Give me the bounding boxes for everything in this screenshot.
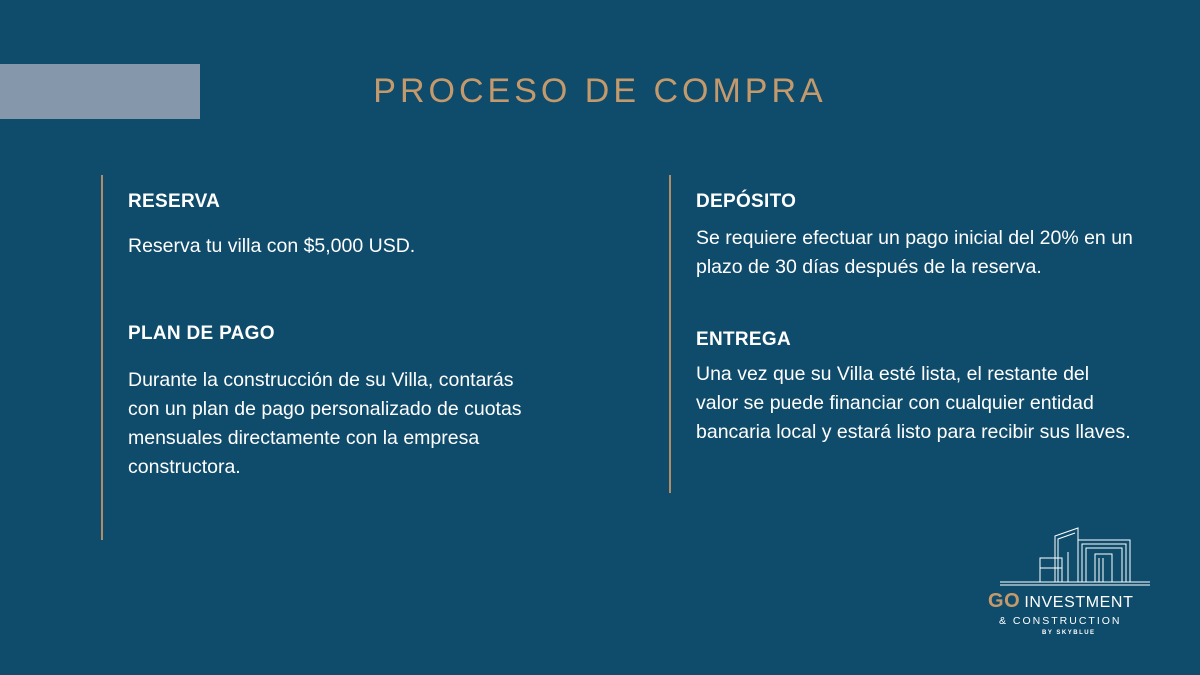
right-column-divider (669, 175, 671, 493)
deposito-text: Se requiere efectuar un pago inicial del 20% en un plazo de 30 días después de la reserva. (696, 227, 1133, 278)
entrega-heading: ENTREGA (696, 329, 791, 350)
building-outline-icon (1000, 522, 1150, 590)
company-logo (980, 522, 1160, 652)
logo-investment: INVESTMENT (1024, 594, 1134, 611)
logo-by-skyblue: BY SKYBLUE (1042, 630, 1096, 636)
reserva-heading: RESERVA (128, 191, 221, 212)
deposito-heading: DEPÓSITO (696, 191, 797, 212)
page-title: PROCESO DE COMPRA (373, 72, 827, 110)
reserva-text: Reserva tu villa con $5,000 USD. (128, 235, 416, 257)
logo-construction: & CONSTRUCTION (999, 615, 1122, 627)
logo-wordmark (988, 590, 1133, 613)
left-column-divider (101, 175, 103, 540)
logo-go: GO (988, 590, 1021, 612)
plan-de-pago-heading: PLAN DE PAGO (128, 323, 275, 344)
plan-de-pago-text: Durante la construcción de su Villa, contarás con un plan de pago personalizado de cuotas mensuales directamente con la empresa constructora. (128, 369, 522, 478)
entrega-text: Una vez que su Villa esté lista, el restante del valor se puede financiar con cualquier entidad bancaria local y estará listo para recibir sus llaves. (696, 363, 1131, 443)
